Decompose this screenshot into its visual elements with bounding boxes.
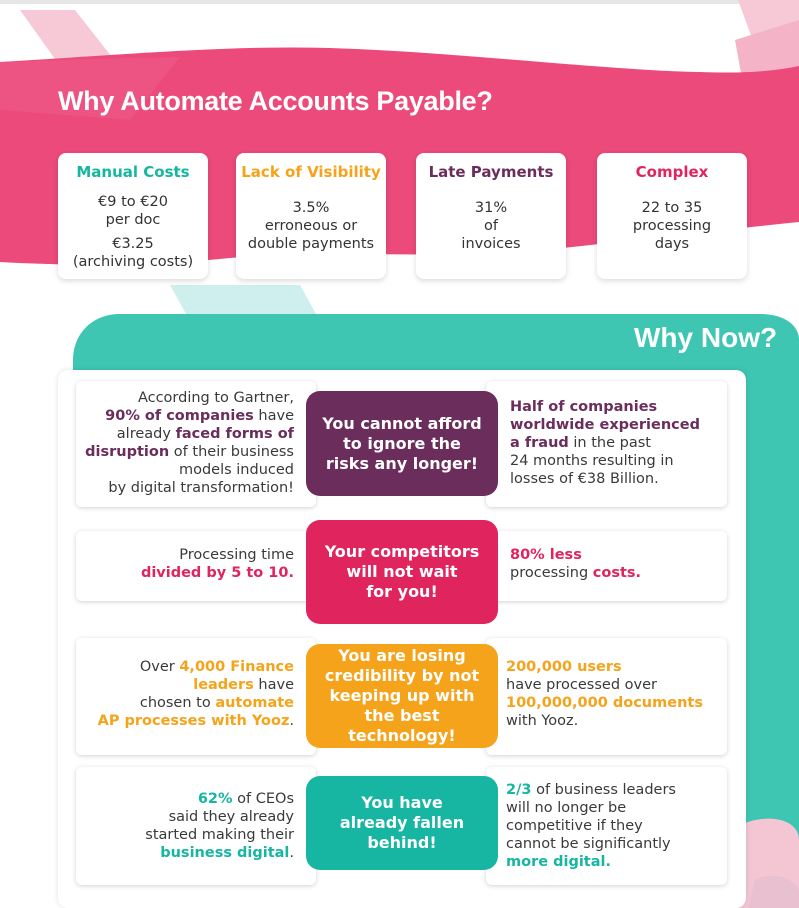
stat-value: 31% of invoices	[461, 200, 521, 252]
headline-box	[306, 644, 498, 748]
highlight-text: 100,000,000 documents	[506, 695, 703, 711]
right-fact-text: Half of companies worldwide experienced a fraud in the past 24 months resulting in losses of €38 Billion.	[510, 399, 700, 487]
highlight-text: disruption	[85, 444, 170, 460]
stat-title: Manual Costs	[76, 163, 190, 181]
visibility-card	[236, 153, 386, 279]
highlight-text: Half of companies	[510, 399, 658, 415]
stat-title: Complex	[635, 163, 709, 181]
highlight-text: 4,000 Finance	[179, 659, 294, 675]
right-fact-text: 200,000 users have processed over 100,000,000 documents with Yooz.	[506, 659, 703, 729]
complex-card	[597, 153, 747, 279]
stat-title: Lack of Visibility	[241, 163, 381, 181]
highlight-text: divided by 5 to 10.	[140, 565, 294, 581]
stat-extra-value: €3.25 (archiving costs)	[72, 236, 194, 270]
highlight-text: costs.	[592, 565, 642, 581]
left-fact-text: Over 4,000 Finance leaders have chosen to automate AP processes with Yooz.	[97, 659, 294, 729]
headline-text: You are losing credibility by not keeping up with the best technology!	[324, 646, 480, 745]
late-payments-card	[416, 153, 566, 279]
highlight-text: worldwide experienced	[510, 417, 700, 433]
highlight-text: a fraud	[510, 435, 569, 451]
headline-text: You have already fallen behind!	[339, 793, 465, 852]
highlight-text: faced forms of	[175, 426, 294, 442]
highlight-text: AP processes with Yooz	[97, 713, 290, 729]
headline-box	[306, 520, 498, 624]
headline-text: Your competitors will not wait for you!	[324, 542, 480, 601]
highlight-text: 80% less	[510, 547, 582, 563]
right-fact-text: 2/3 of business leaders will no longer be competitive if they cannot be significantly more digital.	[506, 782, 676, 870]
left-fact-text: 62% of CEOs said they already started making their business digital.	[145, 791, 294, 861]
highlight-text: automate	[215, 695, 294, 711]
page-title: Why Automate Accounts Payable?	[58, 86, 493, 116]
highlight-text: business digital	[160, 845, 290, 861]
headline-box	[306, 391, 498, 496]
stat-value: €9 to €20 per doc	[98, 194, 168, 228]
stat-title: Late Payments	[428, 163, 554, 181]
left-fact-text: According to Gartner, 90% of companies have already faced forms of disruption of their business models induced by digital transformation!	[85, 390, 294, 496]
headline-text: You cannot afford to ignore the risks any longer!	[322, 413, 482, 473]
left-fact-text: Processing time divided by 5 to 10.	[140, 547, 294, 581]
stat-value: 3.5% erroneous or double payments	[247, 200, 375, 252]
highlight-text: 90% of companies	[105, 408, 254, 424]
highlight-text: more digital.	[506, 854, 611, 870]
highlight-text: 62%	[197, 791, 233, 807]
headline-box	[306, 776, 498, 870]
right-fact-text: 80% less processing costs.	[510, 547, 642, 581]
section-title: Why Now?	[634, 322, 778, 353]
manual-costs-card	[58, 153, 208, 279]
highlight-text: 200,000 users	[506, 659, 622, 675]
highlight-text: 2/3	[506, 782, 532, 798]
stat-value: 22 to 35 processing days	[632, 200, 712, 252]
highlight-text: leaders	[193, 677, 254, 693]
